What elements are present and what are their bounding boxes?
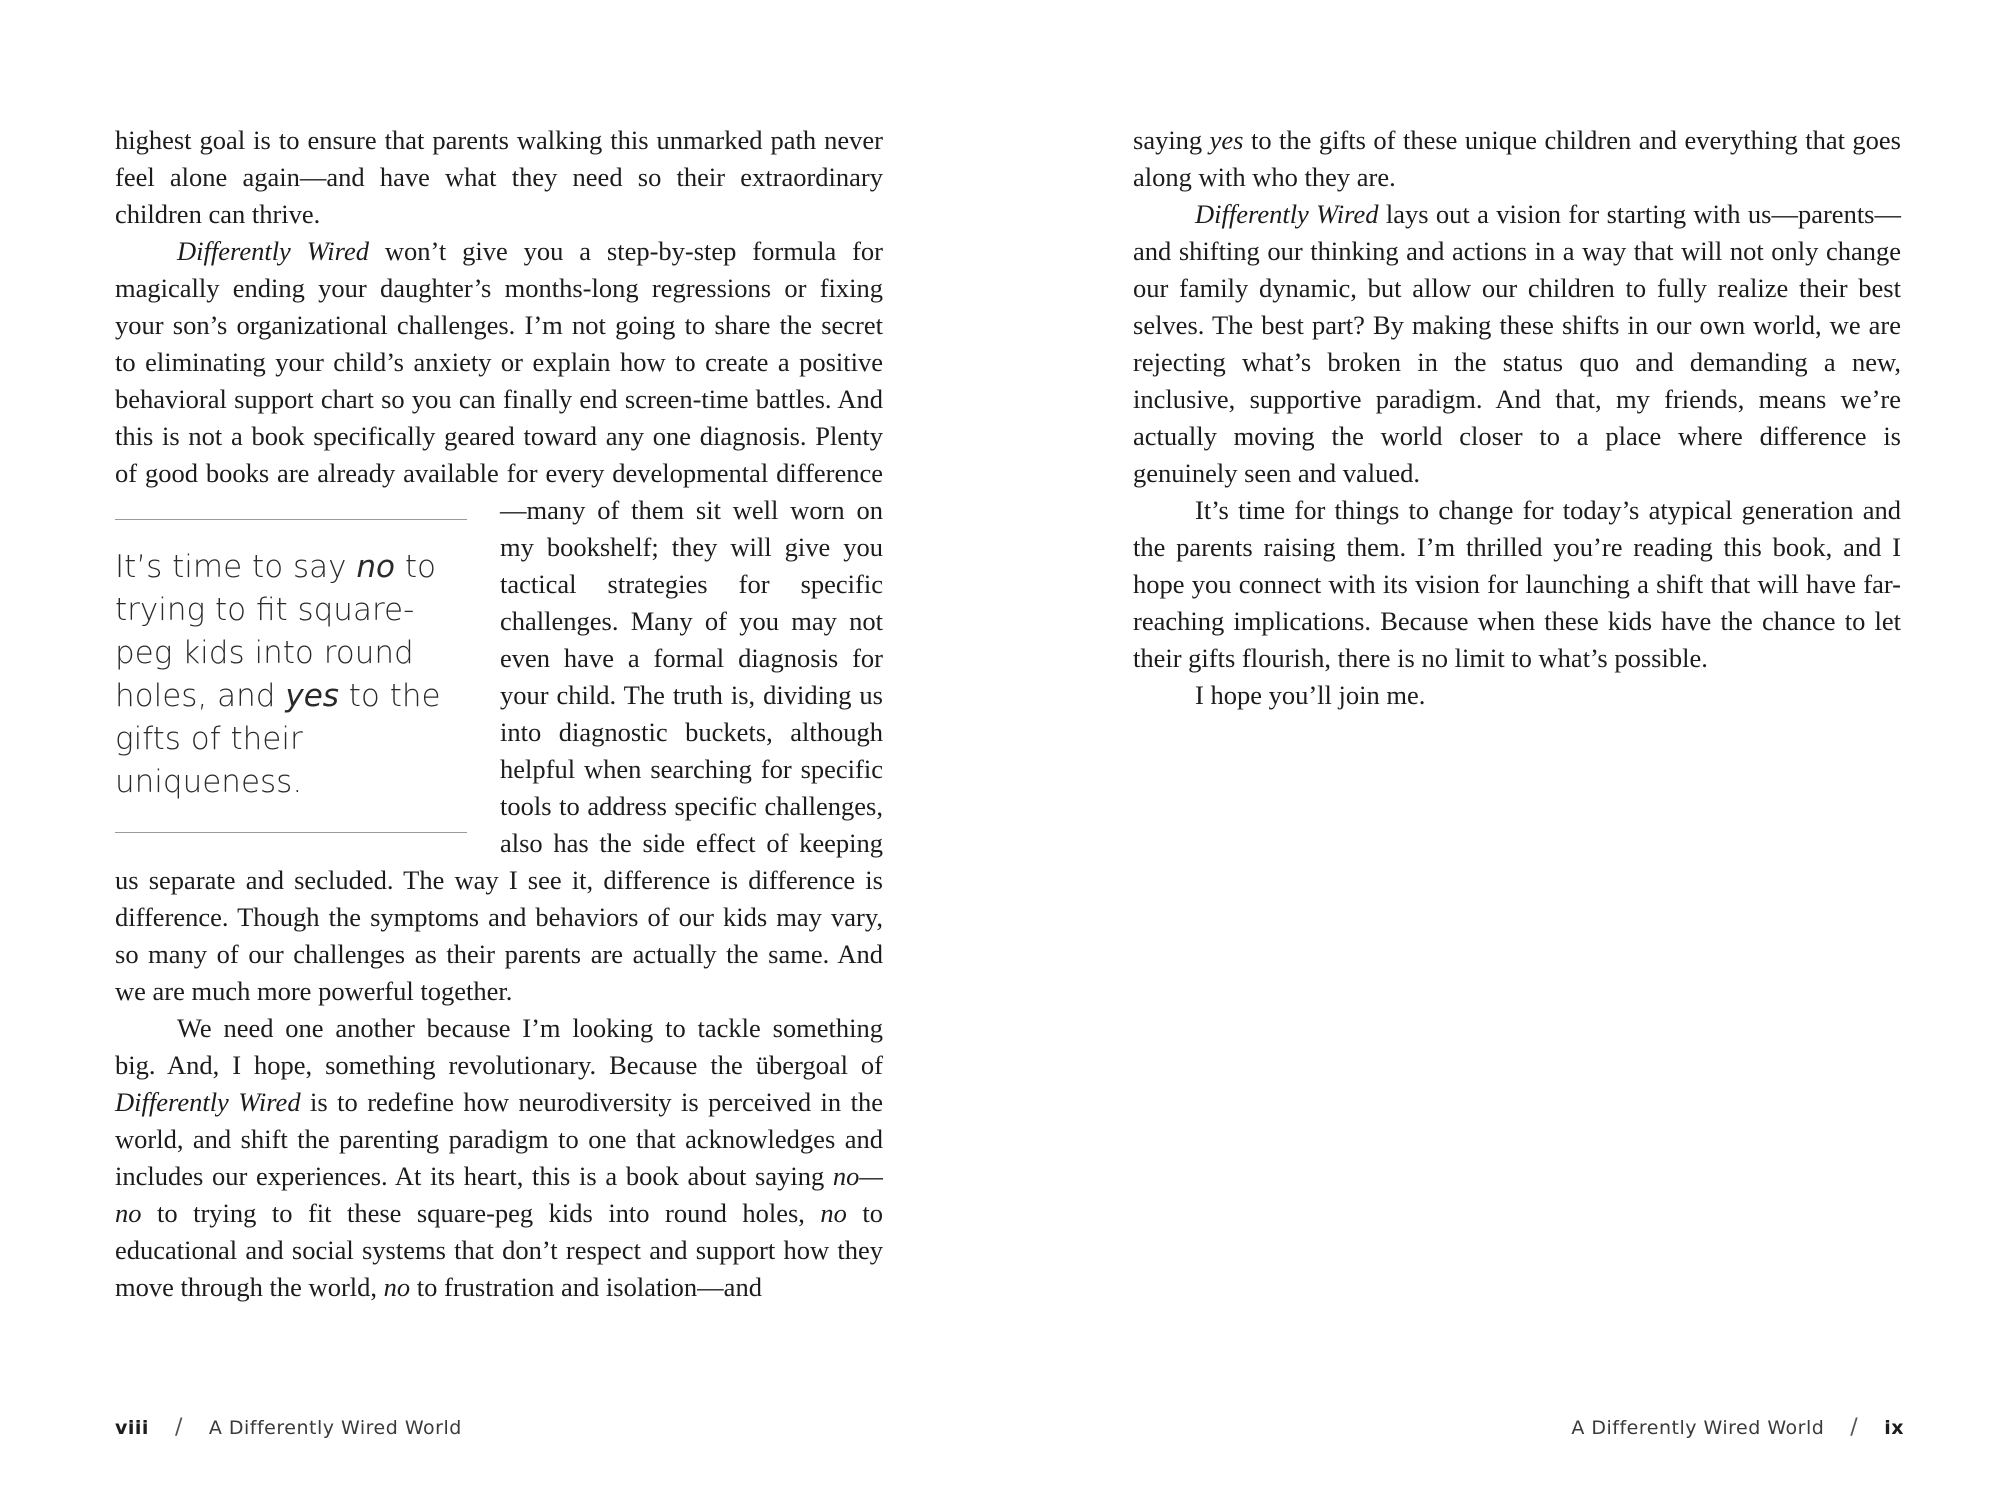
paragraph-continued (1133, 122, 1901, 196)
paragraph-text: difference—many of them sit well worn on my bookshelf; they will give you tactical strategies for specific challenges. Many of you may not even have a formal diagnosis for your child. The truth is, dividing us into diagnostic buckets, although helpful when searching for specific tools to address specific challenges, also has the side effect of keeping us separate and secluded. The way I see it, difference is difference is difference. Though the symptoms and behaviors of our kids may vary, so many of our challenges as their parents are actually the same. And we are much more powerful together. (115, 458, 883, 1006)
paragraph (1133, 492, 1901, 677)
emphasis-italic: yes (1209, 125, 1244, 155)
running-title: A Differently Wired World (208, 1417, 462, 1439)
pull-quote-text (115, 546, 467, 804)
emphasis-italic: no (820, 1198, 847, 1228)
pull-quote-bottom-rule (115, 832, 467, 833)
paragraph-text (115, 236, 883, 1006)
running-title: A Differently Wired World (1571, 1417, 1825, 1439)
pull-quote-emphasis: no (356, 549, 395, 585)
paragraph-text: to the gifts of these unique children and everything that goes along with who they are. (1133, 125, 1901, 192)
pull-quote (115, 519, 467, 833)
slash-divider-icon: / (174, 1415, 183, 1440)
right-running-footer (1571, 1415, 1904, 1440)
paragraph-text: It’s time for things to change for today’s atypical generation and the parents raising them. I’m thrilled you’re reading this book, and I hope you connect with its vision for launching a shift that will have far-reaching implications. Because when these kids have the chance to let their gifts flourish, there is no limit to what’s possible. (1133, 495, 1901, 673)
paragraph-text: lays out a vision for starting with us—parents—and shifting our thinking and actions in a way that will not only change our family dynamic, but allow our children to fully realize their best selves. The best part? By making these shifts in our own world, we are rejecting what’s broken in the status quo and demanding a new, inclusive, supportive paradigm. And that, my friends, means we’re actually moving the world closer to a place where difference is genuinely seen and valued. (1133, 199, 1901, 488)
pull-quote-top-rule (115, 519, 467, 520)
paragraph-continued (115, 122, 883, 233)
paragraph-text: I hope you’ll join me. (1195, 680, 1426, 710)
paragraph (115, 233, 883, 1010)
book-title-italic: Differently Wired (115, 1087, 301, 1117)
paragraph (1133, 677, 1901, 714)
paragraph-text: is to redefine how neurodiversity is perceived in the world, and shift the parenting paradigm to one that acknowledges and includes our experiences. At its heart, this is a book about saying (115, 1087, 883, 1191)
book-title-italic: Differently Wired (1195, 199, 1379, 229)
page-number: ix (1884, 1417, 1904, 1439)
pull-quote-fragment: to trying to fit square-peg kids into round holes, and (115, 549, 436, 714)
paragraph-text: to frustration and isolation—and (410, 1272, 762, 1302)
paragraph-text: highest goal is to ensure that parents walking this unmarked path never feel alone again—and have what they need so their extraordinary children can thrive. (115, 125, 883, 229)
pull-quote-emphasis: yes (285, 678, 339, 714)
paragraph-text: won’t give you a step-by-step formula for magically ending your daughter’s months-long regressions or fixing your son’s organizational challenges. I’m not going to share the secret to eliminating your child’s anxiety or explain how to create a positive behavioral support chart so you can finally end screen-time battles. And this is not a book specifically geared toward any one diagnosis. Plenty of good books are already available for every developmental (115, 236, 883, 488)
right-text-column (1133, 122, 1901, 714)
pull-quote-fragment: to the gifts of their uniqueness. (115, 678, 441, 800)
slash-divider-icon: / (1850, 1415, 1859, 1440)
paragraph-text: We need one another because I’m looking to tackle something big. And, I hope, something revolutionary. Because the übergoal of (115, 1013, 883, 1080)
paragraph (115, 1010, 883, 1306)
paragraph-text: to educational and social systems that don’t respect and support how they move through the world, (115, 1198, 883, 1302)
paragraph (1133, 196, 1901, 492)
pull-quote-fragment: It’s time to say (115, 549, 357, 585)
paragraph-text: to trying to fit these square-peg kids into round holes, (141, 1198, 821, 1228)
book-title-italic: Differently Wired (177, 236, 370, 266)
emphasis-italic: no—no (115, 1161, 883, 1228)
left-running-footer (115, 1415, 462, 1440)
left-text-column (115, 122, 883, 1306)
right-page (1000, 0, 2000, 1500)
paragraph-text: saying (1133, 125, 1210, 155)
emphasis-italic: no (383, 1272, 411, 1302)
page-number: viii (115, 1417, 149, 1439)
